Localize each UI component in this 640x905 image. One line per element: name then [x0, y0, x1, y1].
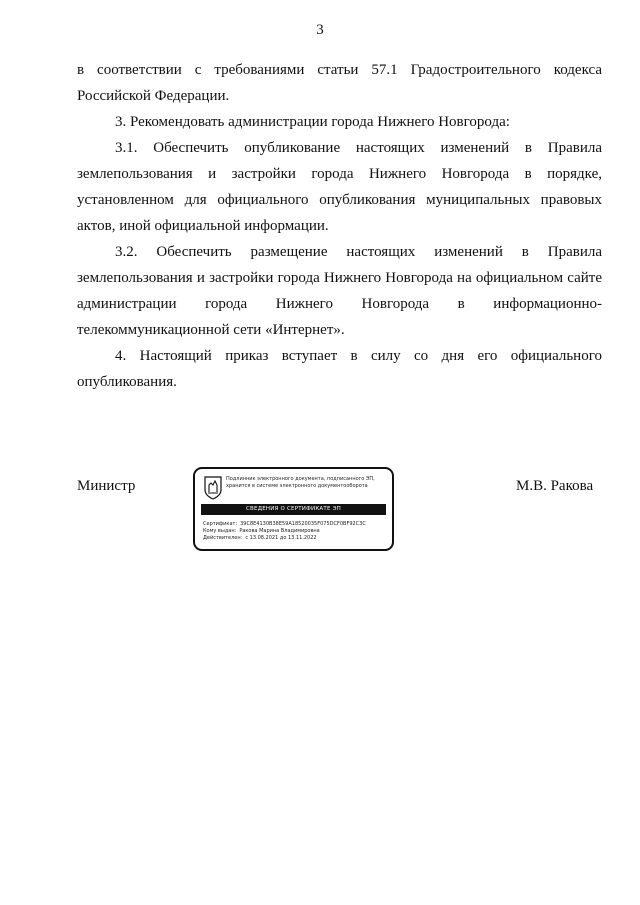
paragraph-item-3: 3. Рекомендовать администрации города Нижнего Новгорода:: [115, 114, 510, 130]
stamp-header-line: хранится в системе электронного документооборота: [226, 483, 368, 489]
validity-label: Действителен:: [203, 535, 243, 541]
issued-to-value: Ракова Марина Владимировна: [239, 528, 320, 534]
certificate-row: [203, 521, 388, 528]
electronic-signature-stamp: [193, 467, 394, 551]
issued-to-label: Кому выдан:: [203, 528, 237, 534]
document-body: [77, 57, 602, 395]
coat-of-arms-icon: [203, 475, 223, 501]
certificate-value: 39C8E4130B38E59A18520035F075DCF0BF92C3C: [240, 521, 366, 527]
paragraph-item-3-1: 3.1. Обеспечить опубликование настоящих изменений в Правила землепользования и застройки города Нижнего Новгорода в порядке, установленном для официального опубликования муниципальных правовых актов, иной официальной информации.: [77, 140, 602, 234]
stamp-header-line: Подлинник электронного документа, подписанного ЭП,: [226, 476, 375, 482]
signatory-name: М.В. Ракова: [516, 478, 594, 494]
paragraph-item-3-2: 3.2. Обеспечить размещение настоящих изменений в Правила землепользования и застройки города Нижнего Новгорода на официальном сайте администрации города Нижнего Новгорода в информационно-телекоммуникационной сети «Интернет».: [77, 244, 602, 338]
signatory-position: Министр: [77, 478, 136, 494]
certificate-label: Сертификат:: [203, 521, 238, 527]
validity-row: [203, 535, 388, 542]
stamp-title-bar: СВЕДЕНИЯ О СЕРТИФИКАТЕ ЭП: [201, 504, 386, 515]
page-number: 3: [316, 22, 324, 38]
paragraph-item-4: 4. Настоящий приказ вступает в силу со дня его официального опубликования.: [77, 348, 602, 390]
validity-value: с 13.08.2021 до 13.11.2022: [245, 535, 317, 541]
stamp-certificate-details: [203, 521, 388, 542]
stamp-header: [226, 476, 388, 490]
issued-to-row: [203, 528, 388, 535]
paragraph-continuation: в соответствии с требованиями статьи 57.1 Градостроительного кодекса Российской Федерации.: [77, 62, 602, 104]
